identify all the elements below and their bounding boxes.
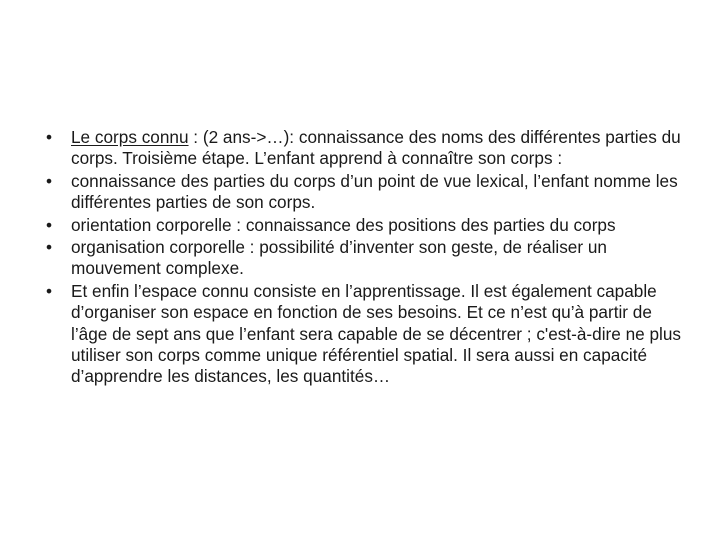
bullet-marker: • xyxy=(46,237,53,258)
bullet-item xyxy=(46,127,686,170)
bullet-marker: • xyxy=(46,127,53,147)
bullet-item xyxy=(46,171,686,214)
bullet-marker: • xyxy=(46,170,53,191)
bullet-marker: • xyxy=(46,280,53,301)
bullet-list xyxy=(46,127,686,389)
bullet-heading-link: Le corps connu xyxy=(71,127,189,147)
bullet-text: Et enfin l’espace connu consiste en l’apprentissage. Il est également capable d’organiser son espace en fonction de ses besoins. Et ce n’est qu’à partir de l’âge de sept ans que l’enfant sera capable de se décentrer ; c'est-à-dire ne plus utiliser son corps comme unique référentiel spatial. Il sera aussi en capacité d’apprendre les distances, les quantités… xyxy=(71,280,681,387)
bullet-marker: • xyxy=(46,214,53,235)
bullet-text: connaissance des parties du corps d’un point de vue lexical, l’enfant nomme les différentes parties de son corps. xyxy=(71,170,678,213)
bullet-text: organisation corporelle : possibilité d’inventer son geste, de réaliser un mouvement complexe. xyxy=(71,237,607,279)
bullet-item xyxy=(46,215,686,236)
bullet-text: : (2 ans->…): connaissance des noms des différentes parties du corps. Troisième étape. L’enfant apprend à connaître son corps : xyxy=(71,127,681,169)
bullet-item xyxy=(46,237,686,280)
bullet-item xyxy=(46,281,686,388)
bullet-text: orientation corporelle : connaissance des positions des parties du corps xyxy=(71,214,616,235)
